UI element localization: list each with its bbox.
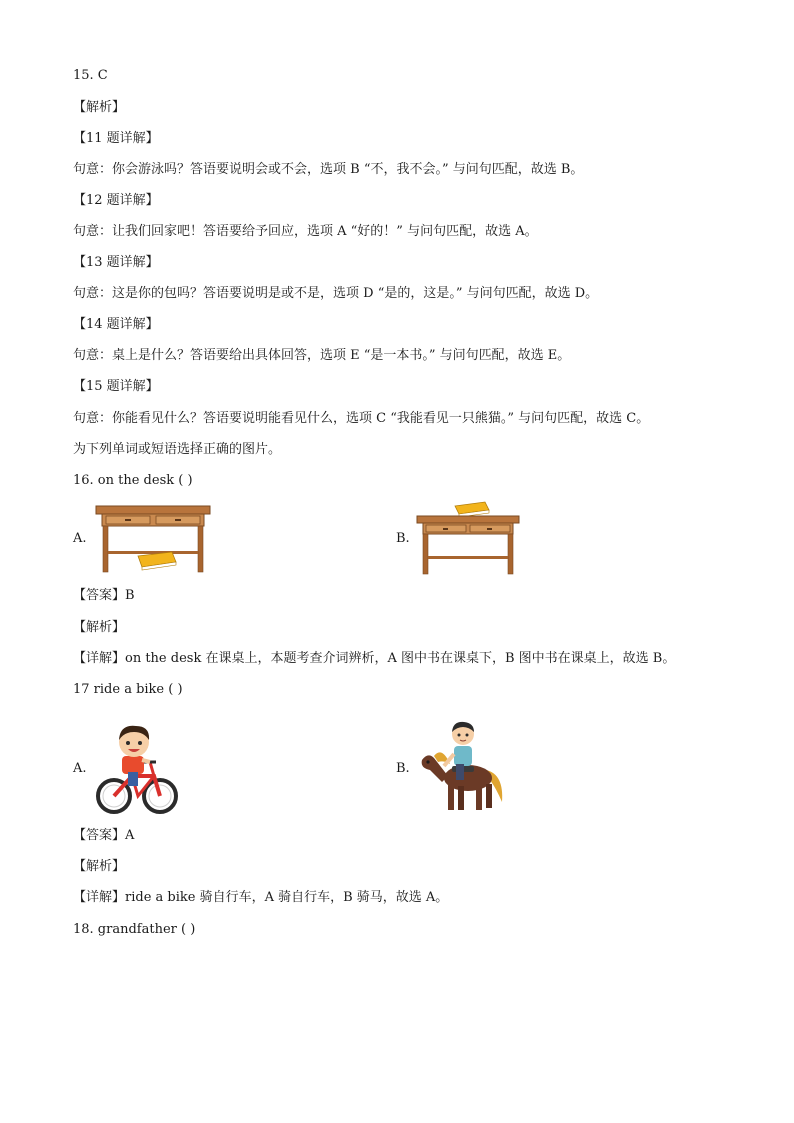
q14-explanation: 句意：桌上是什么？答语要给出具体回答，选项 E “是一本书。” 与问句匹配，故选 E。 [73,348,571,363]
q15-answer: 15. C [73,68,108,83]
q12-heading: 【12 题详解】 [73,193,159,208]
desk-book-on-top-image [415,500,521,576]
section-instruction: 为下列单词或短语选择正确的图片。 [73,442,282,457]
q17-question: 17 ride a bike ( ) [73,682,183,697]
boy-riding-horse-image [416,718,510,816]
q15-explanation: 句意：你能看见什么？答语要说明能看见什么，选项 C “我能看见一只熊猫。” 与问句匹配，故选 C。 [73,411,650,426]
q16-question: 16. on the desk ( ) [73,473,193,488]
q16-detail: 【详解】on the desk 在课桌上，本题考查介词辨析，A 图中书在课桌下，B 图中书在课桌上，故选 B。 [73,651,676,666]
q16-option-b-label: B. [396,531,410,546]
q15-heading: 【15 题详解】 [73,379,159,394]
q18-question: 18. grandfather ( ) [73,922,196,937]
boy-riding-bike-image [94,720,180,816]
q17-answer: 【答案】A [73,828,135,843]
q11-explanation: 句意：你会游泳吗？答语要说明会或不会，选项 B “不，我不会。” 与问句匹配，故选 B。 [73,162,584,177]
q17-option-a-label: A. [73,761,87,776]
q13-heading: 【13 题详解】 [73,255,159,270]
desk-book-under-image [92,503,214,575]
analysis-heading: 【解析】 [73,100,126,115]
q16-answer: 【答案】B [73,588,135,603]
q13-explanation: 句意：这是你的包吗？答语要说明是或不是，选项 D “是的，这是。” 与问句匹配，故选 D。 [73,286,599,301]
q17-option-b-label: B. [396,761,410,776]
q17-detail: 【详解】ride a bike 骑自行车，A 骑自行车，B 骑马，故选 A。 [73,890,449,905]
q11-heading: 【11 题详解】 [73,131,159,146]
analysis-heading-3: 【解析】 [73,859,126,874]
q14-heading: 【14 题详解】 [73,317,159,332]
analysis-heading-2: 【解析】 [73,620,126,635]
q16-option-a-label: A. [73,531,87,546]
q12-explanation: 句意：让我们回家吧！答语要给予回应，选项 A “好的！” 与问句匹配，故选 A。 [73,224,538,239]
